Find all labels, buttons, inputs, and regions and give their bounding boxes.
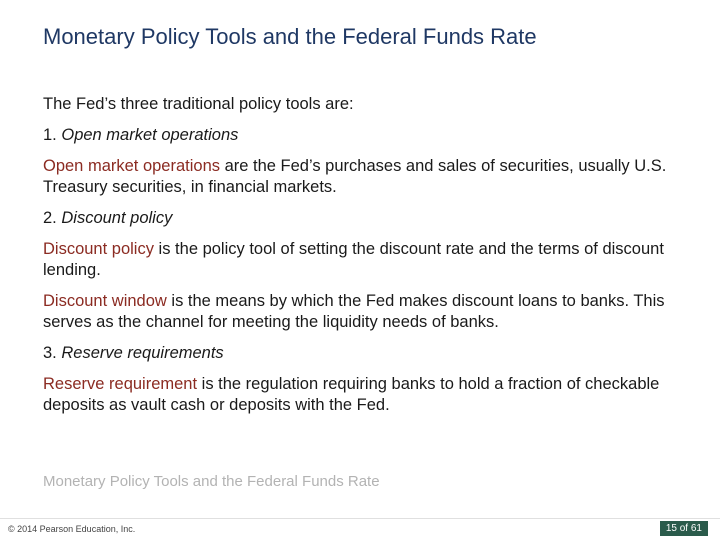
list-item-3 (43, 343, 683, 364)
list-item-number: 1. (43, 126, 57, 144)
footer-divider (0, 518, 720, 519)
list-item-text: Open market operations (61, 126, 239, 144)
list-item-1 (43, 125, 683, 146)
copyright-notice: © 2014 Pearson Education, Inc. (8, 524, 136, 534)
definition-paragraph-reserve-requirement (43, 374, 683, 416)
list-item-number: 2. (43, 209, 57, 227)
definition-text: is the means by which the Fed makes discount loans to banks. This serves as the channel for meeting the liquidity needs of banks. (43, 292, 665, 331)
list-item-text: Reserve requirements (61, 344, 224, 362)
definition-paragraph-open-market (43, 156, 683, 198)
intro-text: The Fed’s three traditional policy tools are: (43, 95, 354, 113)
definition-text: are the Fed’s purchases and sales of securities, usually U.S. Treasury securities, in financial markets. (43, 157, 667, 196)
term-highlight: Discount window (43, 292, 167, 310)
definition-paragraph-discount-window (43, 291, 683, 333)
section-subtitle: Monetary Policy Tools and the Federal Funds Rate (43, 473, 380, 490)
definition-paragraph-discount-policy (43, 239, 683, 281)
definition-text: is the policy tool of setting the discount rate and the terms of discount lending. (43, 240, 664, 279)
list-item-text: Discount policy (61, 209, 173, 227)
definition-text: is the regulation requiring banks to hold a fraction of checkable deposits as vault cash or deposits with the Fed. (43, 375, 660, 414)
term-highlight: Reserve requirement (43, 375, 198, 393)
page-number-badge: 15 of 61 (660, 521, 708, 536)
term-highlight: Discount policy (43, 240, 154, 258)
list-item-number: 3. (43, 344, 57, 362)
term-highlight: Open market operations (43, 157, 221, 175)
slide-title: Monetary Policy Tools and the Federal Funds Rate (43, 24, 537, 49)
slide-body (43, 94, 683, 426)
list-item-2 (43, 208, 683, 229)
